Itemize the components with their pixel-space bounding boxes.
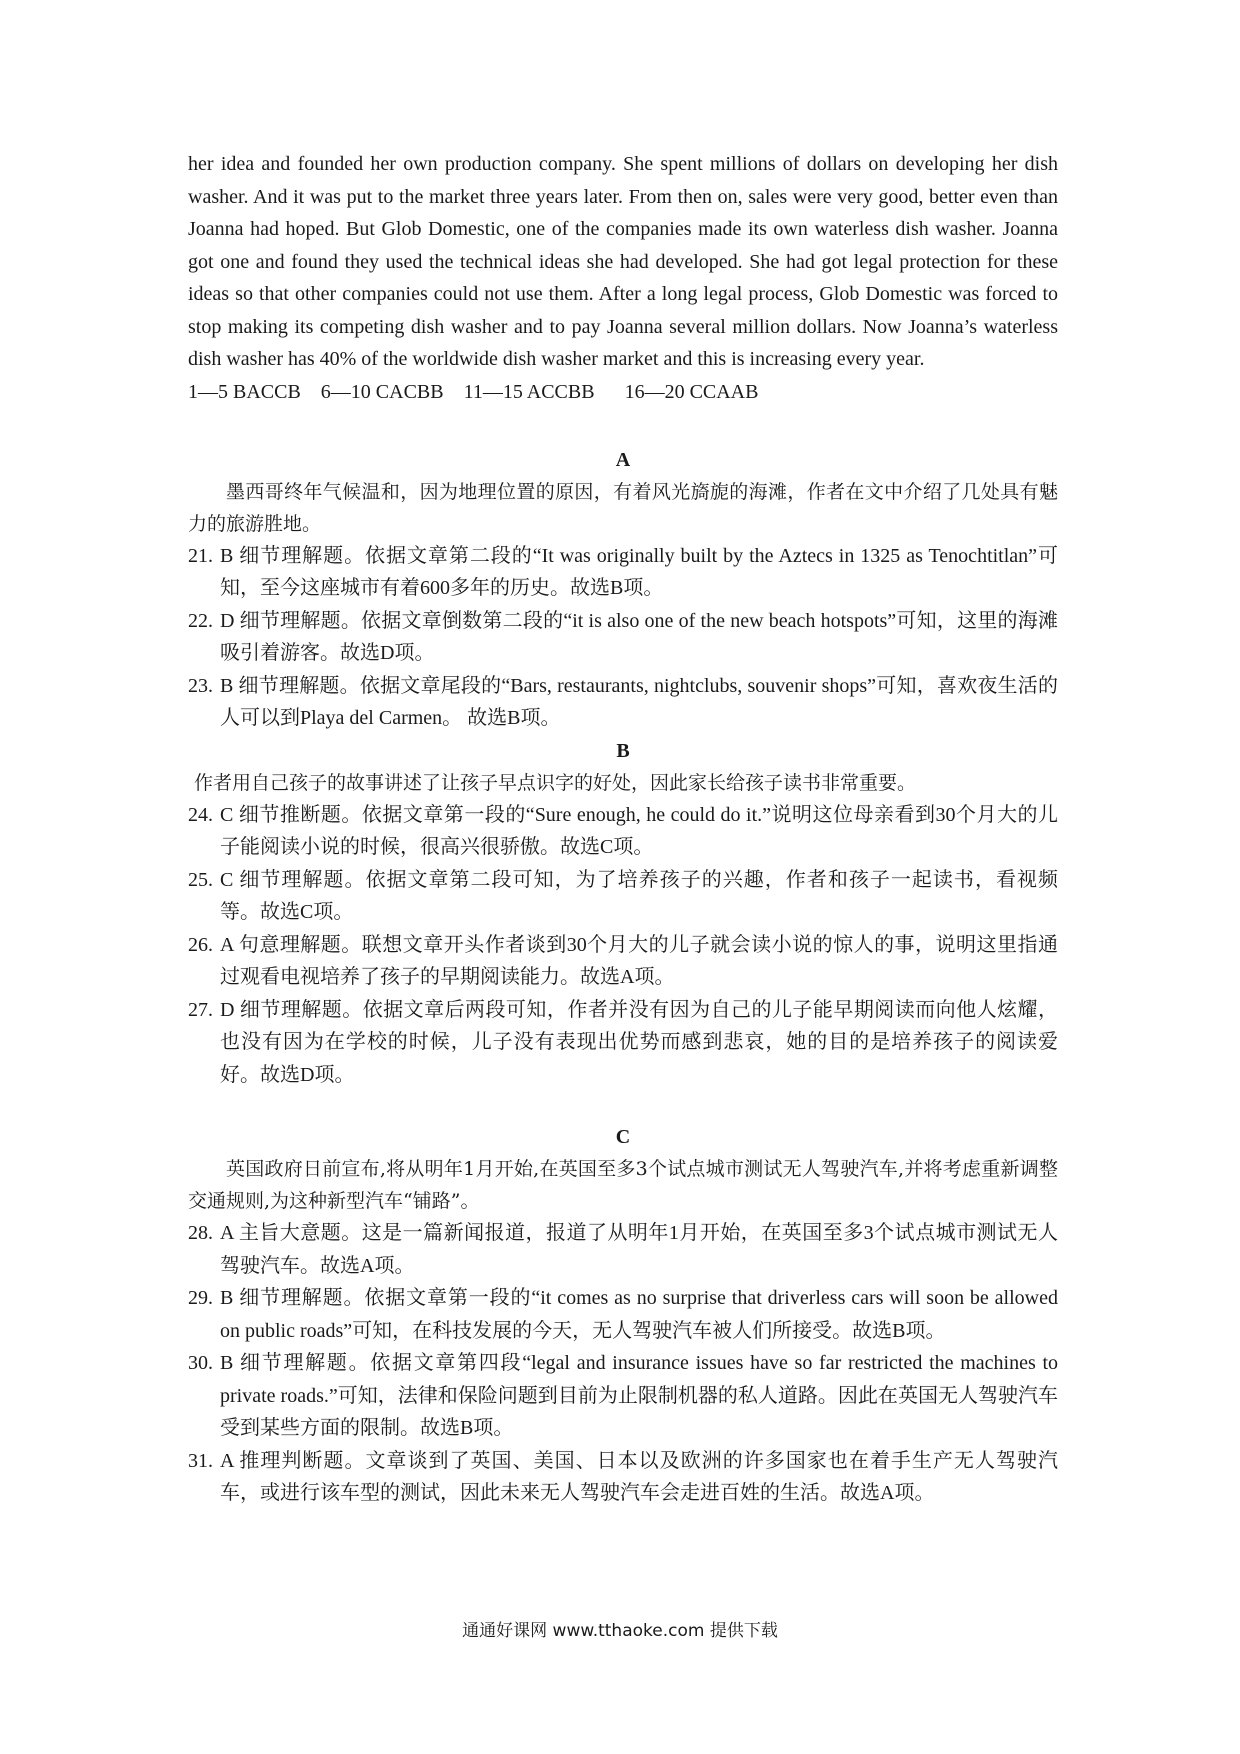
question-number: 29. [188, 1287, 213, 1309]
question-item [188, 605, 1058, 670]
question-number: 30. [188, 1352, 213, 1374]
section-summary: 英国政府日前宣布,将从明年1月开始,在英国至多3个试点城市测试无人驾驶汽车,并将考虑重新调整交通规则,为这种新型汽车“铺路”。 [188, 1158, 1058, 1212]
section-a [188, 444, 1058, 735]
question-explanation: A 推理判断题。文章谈到了英国、美国、日本以及欧洲的许多国家也在着手生产无人驾驶汽车，或进行该车型的测试，因此未来无人驾驶汽车会走进百姓的生活。故选A项。 [220, 1449, 1058, 1504]
question-number: 31. [188, 1449, 213, 1472]
question-item [188, 540, 1058, 605]
question-item [188, 994, 1058, 1092]
section-c [188, 1121, 1058, 1510]
question-number: 23. [188, 674, 213, 697]
question-explanation: D 细节理解题。依据文章后两段可知，作者并没有因为自己的儿子能早期阅读而向他人炫耀，也没有因为在学校的时候，儿子没有表现出优势而感到悲哀，她的目的是培养孩子的阅读爱好。故选D项。 [220, 998, 1058, 1086]
question-item [188, 1347, 1058, 1445]
question-number: 22. [188, 609, 213, 632]
question-item [188, 670, 1058, 735]
section-title: C [615, 1126, 631, 1148]
question-item [188, 1282, 1058, 1347]
section-summary: 作者用自己孩子的故事讲述了让孩子早点识字的好处，因此家长给孩子读书非常重要。 [194, 771, 917, 794]
question-number: 26. [188, 933, 213, 956]
answer-key: 1—5 BACCB 6—10 CACBB 11—15 ACCBB 16—20 CCAAB [188, 380, 759, 403]
section-title: A [615, 448, 631, 471]
question-explanation: C 细节理解题。依据文章第二段可知，为了培养孩子的兴趣，作者和孩子一起读书，看视频等。故选C项。 [220, 868, 1058, 923]
question-number: 24. [188, 803, 213, 826]
question-explanation: A 主旨大意题。这是一篇新闻报道，报道了从明年1月开始，在英国至多3个试点城市测试无人驾驶汽车。故选A项。 [220, 1222, 1058, 1277]
question-explanation: D 细节理解题。依据文章倒数第二段的“it is also one of the new beach hotspots”可知，这里的海滩吸引着游客。故选D项。 [220, 609, 1058, 664]
question-explanation: B 细节理解题。依据文章尾段的“Bars, restaurants, nightclubs, souvenir shops”可知，喜欢夜生活的人可以到Playa del Carmen。 故选B项。 [220, 674, 1058, 729]
section-summary: 墨西哥终年气候温和，因为地理位置的原因，有着风光旖旎的海滩，作者在文中介绍了几处具有魅力的旅游胜地。 [188, 480, 1058, 535]
question-number: 25. [188, 868, 213, 891]
question-explanation: B 细节理解题。依据文章第二段的“It was originally built by the Aztecs in 1325 as Tenochtitlan”可知，至今这座城市有着600多年的历史。故选B项。 [220, 544, 1058, 599]
question-item [188, 929, 1058, 994]
page-footer: 通通好课网 www.tthaoke.com 提供下载 [462, 1621, 778, 1641]
question-explanation: B 细节理解题。依据文章第一段的“it comes as no surprise that driverless cars will soon be allowed on public roads”可知，在科技发展的今天，无人驾驶汽车被人们所接受。故选B项。 [220, 1287, 1058, 1342]
intro-paragraph: her idea and founded her own production company. She spent millions of dollars on developing her dish washer. And it was put to the market three years later. From then on, sales were very good, better even than Joanna had hoped. But Glob Domestic, one of the companies made its own waterless dish washer. Joanna got one and found they used the technical ideas she had developed. She had got legal protection for these ideas so that other companies could not use them. After a long legal process, Glob Domestic was forced to stop making its competing dish washer and to pay Joanna several million dollars. Now Joanna’s waterless dish washer has 40% of the worldwide dish washer market and this is increasing every year. [188, 153, 1058, 370]
question-item [188, 1217, 1058, 1282]
question-explanation: B 细节理解题。依据文章第四段“legal and insurance issues have so far restricted the machines to private roads.”可知，法律和保险问题到目前为止限制机器的私人道路。因此在英国无人驾驶汽车受到某些方面的限制。故选B项。 [220, 1352, 1058, 1439]
question-explanation: C 细节推断题。依据文章第一段的“Sure enough, he could do it.”说明这位母亲看到30个月大的儿子能阅读小说的时候，很高兴很骄傲。故选C项。 [220, 803, 1058, 858]
question-number: 28. [188, 1222, 213, 1244]
question-item [188, 1445, 1058, 1510]
question-number: 27. [188, 998, 213, 1021]
question-item [188, 799, 1058, 864]
question-explanation: A 句意理解题。联想文章开头作者谈到30个月大的儿子就会读小说的惊人的事，说明这里指通过观看电视培养了孩子的早期阅读能力。故选A项。 [220, 933, 1058, 988]
section-b [188, 735, 1058, 1092]
question-item [188, 864, 1058, 929]
question-number: 21. [188, 544, 213, 567]
document-body [188, 148, 1058, 1510]
section-title: B [616, 739, 630, 762]
